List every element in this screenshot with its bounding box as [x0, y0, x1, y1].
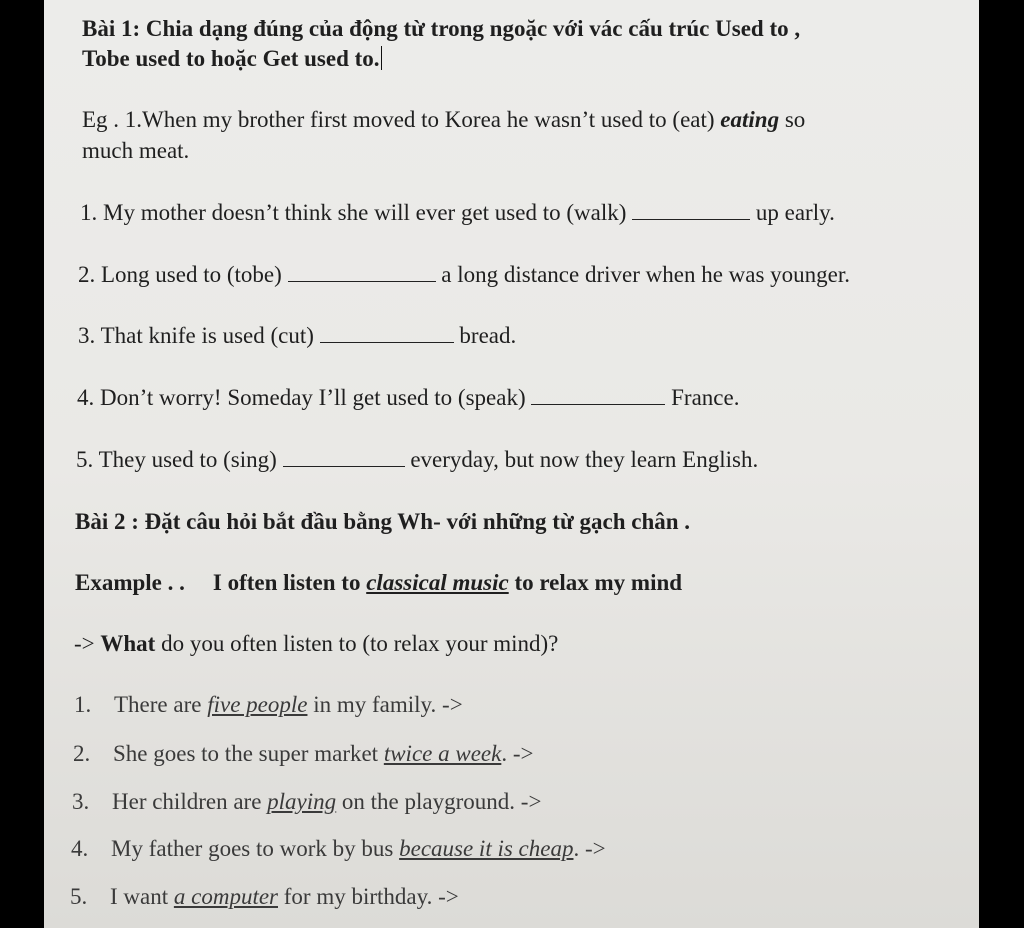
exercise-5: [76, 447, 758, 473]
example2-underlined: classical music: [366, 570, 509, 595]
example2-label: Example . .: [75, 570, 185, 595]
question-before: Her children are: [112, 789, 268, 814]
question-underlined: playing: [267, 789, 337, 814]
question-4: [71, 836, 606, 862]
answer-blank[interactable]: [320, 324, 454, 343]
bai1-title-line1: Bài 1: Chia dạng đúng của động từ trong ngoặc với vác cấu trúc Used to ,: [82, 16, 801, 41]
answer-blank[interactable]: [531, 386, 665, 405]
question-before: There are: [114, 692, 208, 717]
question-after: . ->: [573, 836, 606, 861]
example1-answer: eating: [720, 107, 780, 132]
exercise-text-before: 5. They used to (sing): [76, 447, 283, 472]
question-after: . ->: [501, 741, 534, 766]
question-number: 3.: [72, 789, 90, 814]
exercise-text-before: 2. Long used to (tobe): [78, 262, 288, 287]
wh-word: What: [100, 631, 156, 656]
arrow: ->: [74, 631, 101, 656]
answer-blank[interactable]: [632, 201, 750, 220]
exercise-1: [80, 200, 835, 226]
question-number: 2.: [73, 741, 91, 766]
question-underlined: a computer: [173, 884, 278, 909]
question-underlined: five people: [207, 692, 308, 717]
bai2-title: Bài 2 : Đặt câu hỏi bắt đầu bằng Wh- với những từ gạch chân .: [75, 509, 691, 534]
question-2: [73, 741, 533, 767]
question-before: My father goes to work by bus: [111, 836, 400, 861]
question-underlined: because it is cheap: [399, 836, 574, 861]
question-number: 5.: [70, 884, 88, 909]
example1-line2: much meat.: [82, 138, 190, 163]
question-after: in my family. ->: [307, 692, 463, 717]
question-after: on the playground. ->: [336, 789, 542, 814]
answer-blank[interactable]: [288, 263, 436, 282]
question-5: [70, 884, 459, 910]
question-before: She goes to the super market: [113, 741, 384, 766]
example2-line: [75, 570, 682, 596]
exercise-text-after: bread.: [453, 323, 517, 348]
exercise-4: [77, 385, 739, 411]
question-1: [74, 692, 463, 718]
bai1-title-line2: [82, 46, 382, 72]
example1-line1: [82, 107, 805, 133]
question-3: [72, 789, 541, 815]
example2-text-a: I often listen to: [212, 570, 367, 595]
example1-text-b: so: [779, 107, 806, 132]
example2-answer-rest: do you often listen to (to relax your mind)?: [155, 631, 559, 656]
question-before: I want: [110, 884, 174, 909]
exercise-2: [78, 262, 850, 288]
exercise-text-after: a long distance driver when he was younger.: [435, 262, 851, 287]
example2-text-b: to relax my mind: [508, 570, 683, 595]
question-number: 1.: [74, 692, 92, 717]
exercise-text-before: 3. That knife is used (cut): [78, 323, 320, 348]
exercise-text-after: France.: [665, 385, 740, 410]
text-cursor: [381, 46, 383, 70]
exercise-text-before: 4. Don’t worry! Someday I’ll get used to (speak): [77, 385, 532, 410]
question-number: 4.: [71, 836, 89, 861]
exercise-text-after: up early.: [750, 200, 835, 225]
exercise-3: [78, 323, 516, 349]
exercise-text-before: 1. My mother doesn’t think she will ever get used to (walk): [80, 200, 633, 225]
worksheet-page: [44, 0, 979, 928]
exercise-text-after: everyday, but now they learn English.: [404, 447, 759, 472]
example1-text-a: Eg . 1.When my brother first moved to Korea he wasn’t used to (eat): [82, 107, 721, 132]
answer-blank[interactable]: [283, 448, 405, 467]
question-underlined: twice a week: [383, 741, 502, 766]
question-after: for my birthday. ->: [278, 884, 459, 909]
bai1-title-text: Tobe used to hoặc Get used to.: [82, 46, 380, 71]
example2-answer: [74, 631, 558, 657]
